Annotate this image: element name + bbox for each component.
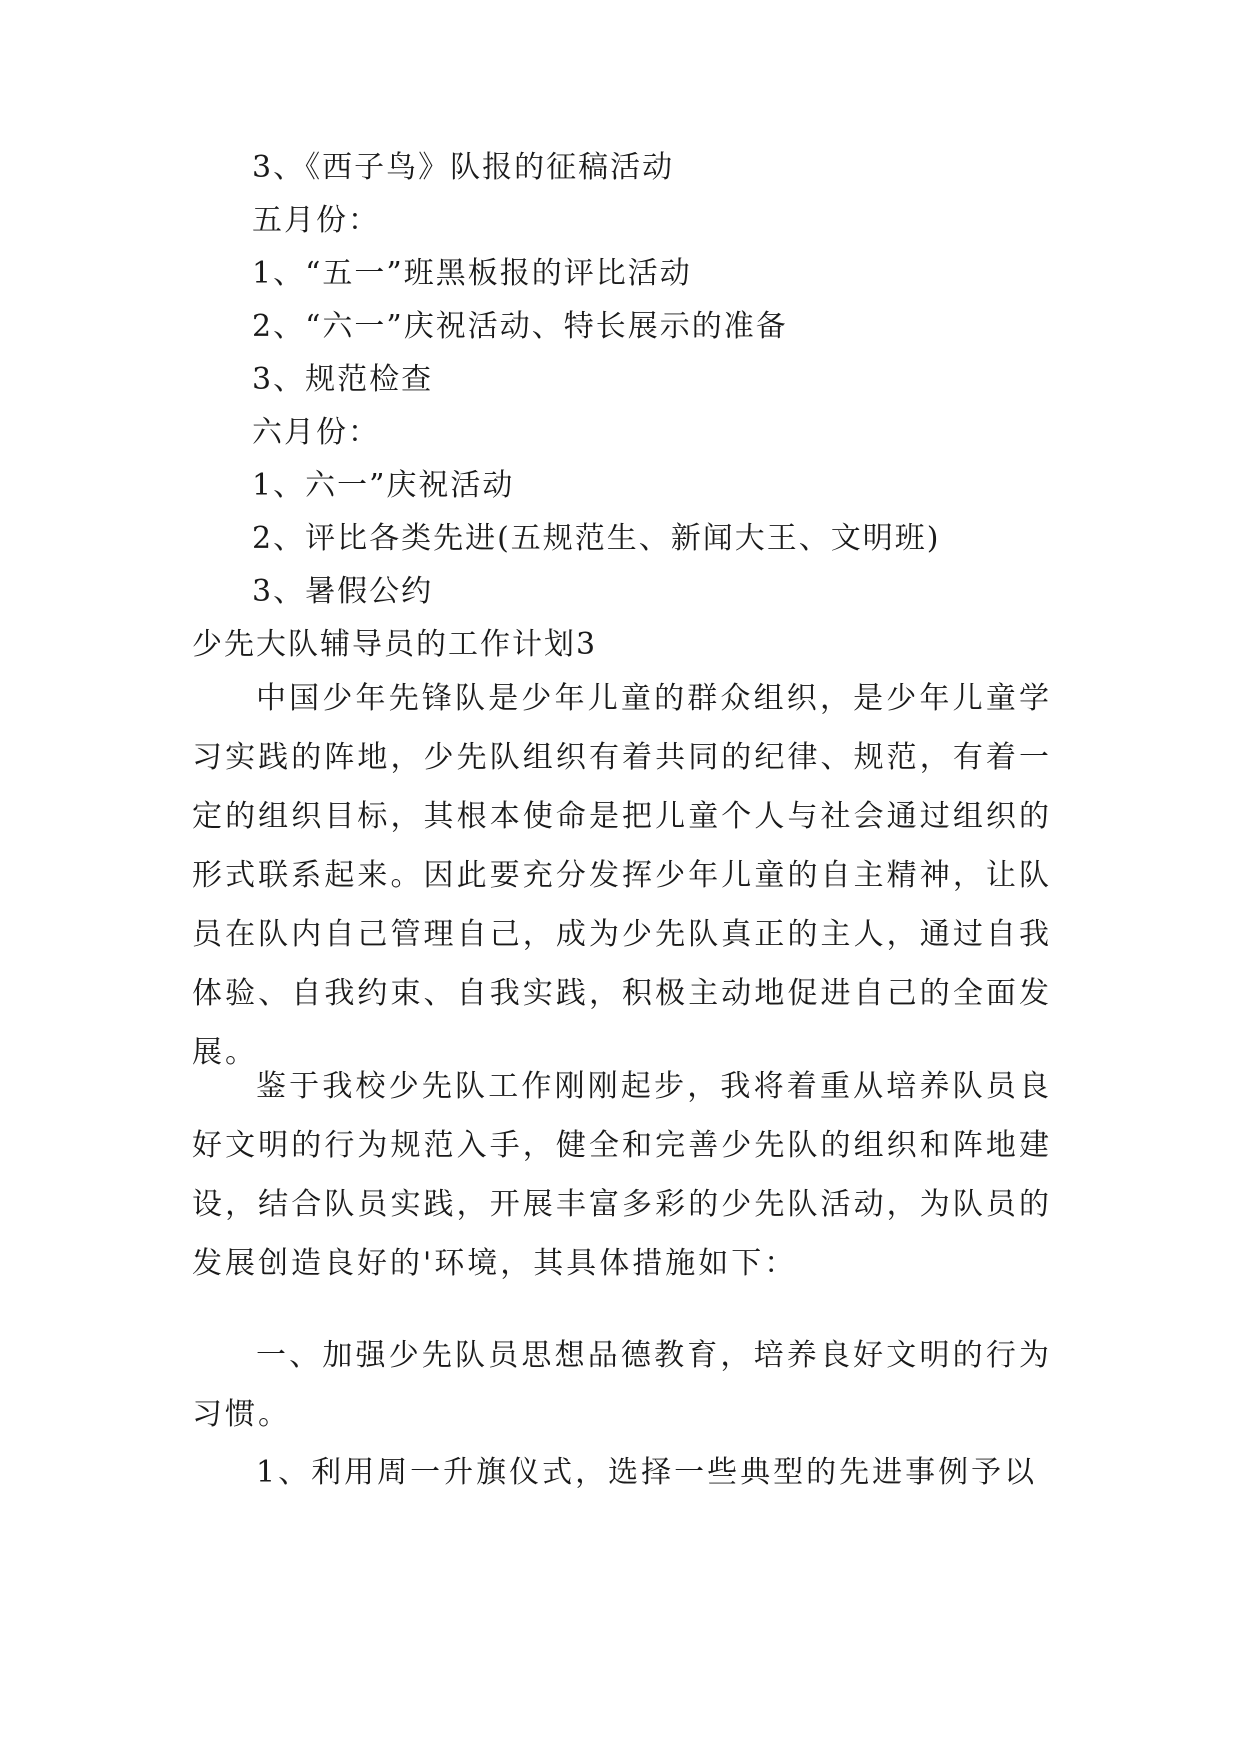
paragraph: 鉴于我校少先队工作刚刚起步，我将着重从培养队员良好文明的行为规范入手，健全和完善少先队的组织和阵地建设，结合队员实践，开展丰富多彩的少先队活动，为队员的发展创造良好的'环境，其具体措施如下： [192,1069,1052,1281]
month-heading: 六月份： [252,415,380,450]
month-heading: 五月份： [252,203,380,238]
list-item: 2、评比各类先进(五规范生、新闻大王、文明班) [252,521,941,556]
section-heading: 少先大队辅导员的工作计划3 [192,627,598,662]
paragraph: 一、加强少先队员思想品德教育，培养良好文明的行为习惯。 [192,1338,1052,1432]
paragraph: 中国少年先锋队是少年儿童的群众组织，是少年儿童学习实践的阵地，少先队组织有着共同的纪律、规范，有着一定的组织目标，其根本使命是把儿童个人与社会通过组织的形式联系起来。因此要充分发挥少年儿童的自主精神，让队员在队内自己管理自己，成为少先队真正的主人，通过自我体验、自我约束、自我实践，积极主动地促进自己的全面发展。 [192,681,1052,1070]
list-item: 3、暑假公约 [252,574,434,609]
paragraph: 1、利用周一升旗仪式，选择一些典型的先进事例予以 [256,1455,1038,1490]
list-item: 2、“六一”庆祝活动、特长展示的准备 [252,309,788,344]
list-item: 1、六一”庆祝活动 [252,468,515,503]
list-item: 1、“五一”班黑板报的评比活动 [252,256,692,291]
list-item: 3、规范检查 [252,362,434,397]
list-item: 3、《西子鸟》队报的征稿活动 [252,150,675,185]
